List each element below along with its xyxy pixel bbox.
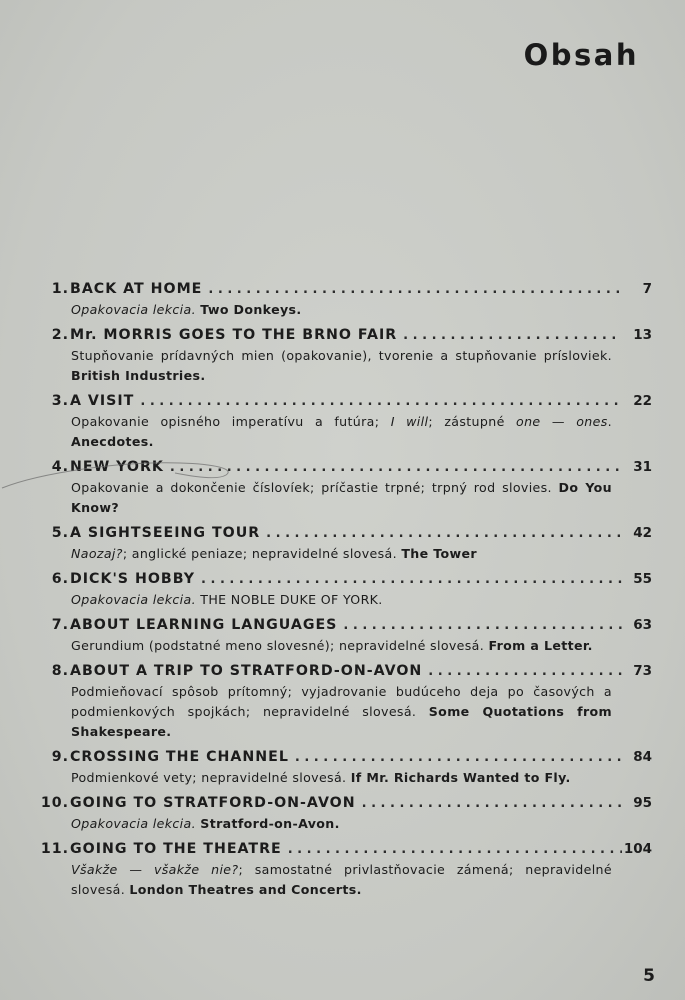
chapter-description [71, 682, 612, 742]
dot-leader [289, 747, 622, 768]
description-segment: THE NOBLE DUKE OF YORK. [200, 592, 383, 607]
toc-entry-heading [40, 838, 652, 860]
page-title: Obsah [523, 38, 639, 72]
toc-entry-heading [40, 390, 652, 412]
chapter-page-number: 95 [633, 795, 652, 811]
dot-leader [397, 325, 622, 346]
chapter-description [71, 544, 612, 564]
chapter-number: 4. [51, 459, 69, 475]
chapter-description [71, 590, 612, 610]
toc-entry-heading [40, 660, 652, 682]
description-segment: Naozaj? [71, 546, 123, 561]
chapter-number: 7. [51, 617, 69, 633]
chapter-page-number: 22 [633, 393, 652, 409]
chapter-description [71, 768, 612, 788]
description-segment: Stupňovanie prídavných mien (opakovanie), tvorenie a stupňovanie prísloviek. [71, 348, 612, 363]
chapter-title: GOING TO STRATFORD-ON-AVON [70, 795, 356, 811]
chapter-page-number: 104 [623, 841, 652, 857]
description-segment: ; zástupné [428, 414, 517, 429]
description-segment: . [607, 414, 612, 429]
description-segment: London Theatres and Concerts. [129, 882, 362, 897]
description-segment: Podmienkové vety; nepravidelné slovesá. [71, 770, 351, 785]
description-segment: The Tower [401, 546, 477, 561]
description-segment: ; anglické peniaze; nepravidelné slovesá. [122, 546, 402, 561]
chapter-number: 1. [51, 281, 69, 297]
dot-leader [422, 661, 622, 682]
chapter-page-number: 63 [633, 617, 652, 633]
chapter-title: CROSSING THE CHANNEL [70, 749, 289, 765]
chapter-page-number: 84 [633, 749, 652, 765]
chapter-title: BACK AT HOME [70, 281, 203, 297]
description-segment: ; samostatné privlastňovacie zámená; nepravidelné slovesá. [71, 862, 612, 897]
chapter-description [71, 814, 612, 834]
chapter-title: GOING TO THE THEATRE [70, 841, 282, 857]
chapter-number: 11. [40, 841, 69, 857]
toc-entry [40, 792, 652, 838]
chapter-page-number: 73 [633, 663, 652, 679]
toc-entry-heading [40, 522, 652, 544]
chapter-page-number: 13 [633, 327, 652, 343]
chapter-page-number: 31 [633, 459, 652, 475]
description-segment: Opakovanie opisného imperatívu a futúra; [71, 414, 391, 429]
dot-leader [202, 279, 622, 300]
table-of-contents [40, 278, 652, 904]
description-segment: Všakže — všakže nie? [71, 862, 239, 877]
description-segment: If Mr. Richards Wanted to Fly. [350, 770, 571, 785]
toc-entry [40, 456, 652, 522]
description-segment: From a Letter. [488, 638, 593, 653]
dot-leader [337, 615, 622, 636]
chapter-page-number: 7 [642, 281, 652, 297]
chapter-description [71, 412, 612, 452]
description-segment: Opakovanie a dokončenie číslovíek; príčastie trpné; trpný rod slovies. [71, 480, 559, 495]
dot-leader [282, 839, 622, 860]
chapter-title: A SIGHTSEEING TOUR [70, 525, 261, 541]
chapter-number: 2. [51, 327, 69, 343]
chapter-number: 3. [51, 393, 69, 409]
chapter-number: 5. [51, 525, 69, 541]
toc-entry-heading [40, 456, 652, 478]
description-segment: I will [390, 414, 429, 429]
description-segment: Opakovacia lekcia. [71, 816, 201, 831]
description-segment: Opakovacia lekcia. [71, 592, 201, 607]
toc-entry-heading [40, 792, 652, 814]
toc-entry [40, 746, 652, 792]
description-segment: Podmieňovací spôsob prítomný; vyjadrovanie budúceho deja po časových a podmienkových spojkách; nepravidelné slovesá. [71, 684, 612, 719]
chapter-number: 10. [40, 795, 69, 811]
description-segment: Two Donkeys. [200, 302, 302, 317]
chapter-title: Mr. MORRIS GOES TO THE BRNO FAIR [70, 327, 398, 343]
toc-entry-heading [40, 746, 652, 768]
toc-entry-heading [40, 324, 652, 346]
chapter-title: DICK'S HOBBY [70, 571, 196, 587]
chapter-title: A VISIT [70, 393, 135, 409]
dot-leader [134, 391, 622, 412]
toc-entry [40, 390, 652, 456]
toc-entry-heading [40, 614, 652, 636]
chapter-number: 8. [51, 663, 69, 679]
chapter-number: 9. [51, 749, 69, 765]
chapter-description [71, 636, 612, 656]
description-segment: Gerundium (podstatné meno slovesné); nepravidelné slovesá. [71, 638, 489, 653]
chapter-description [71, 300, 612, 320]
toc-entry [40, 660, 652, 746]
chapter-title: ABOUT A TRIP TO STRATFORD-ON-AVON [70, 663, 423, 679]
toc-entry [40, 568, 652, 614]
description-segment: British Industries. [71, 368, 206, 383]
toc-entry-heading [40, 568, 652, 590]
chapter-number: 6. [51, 571, 69, 587]
dot-leader [260, 523, 622, 544]
folio-page-number: 5 [643, 966, 655, 986]
toc-entry [40, 838, 652, 904]
toc-entry-heading [40, 278, 652, 300]
toc-entry [40, 522, 652, 568]
chapter-description [71, 478, 612, 518]
chapter-description [71, 860, 612, 900]
description-segment: Anecdotes. [71, 434, 154, 449]
description-segment: Opakovacia lekcia. [71, 302, 201, 317]
description-segment: Stratford-on-Avon. [200, 816, 340, 831]
chapter-title: NEW YORK [70, 459, 164, 475]
description-segment: Some Quotations from Shakespeare. [71, 704, 612, 739]
description-segment: Do You Know? [71, 480, 612, 515]
chapter-description [71, 346, 612, 386]
dot-leader [356, 793, 622, 814]
dot-leader [195, 569, 622, 590]
chapter-page-number: 55 [633, 571, 652, 587]
description-segment: one — ones [516, 414, 608, 429]
chapter-page-number: 42 [633, 525, 652, 541]
toc-entry [40, 278, 652, 324]
toc-entry [40, 614, 652, 660]
dot-leader [164, 457, 622, 478]
chapter-title: ABOUT LEARNING LANGUAGES [70, 617, 338, 633]
toc-entry [40, 324, 652, 390]
